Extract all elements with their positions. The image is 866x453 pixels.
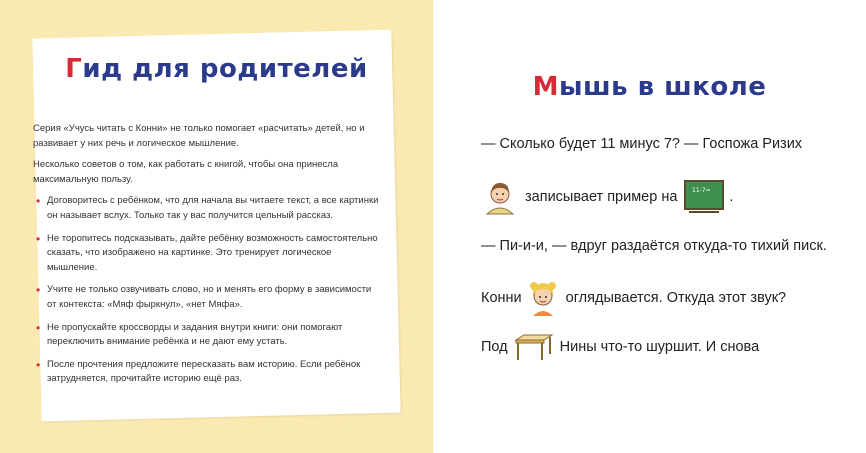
guide-title-rest: ид для родителей <box>82 54 368 84</box>
chalkboard-icon <box>683 179 725 215</box>
story-line-2-text: записывает пример на <box>525 189 678 205</box>
bullet-icon: • <box>36 283 41 298</box>
story-title <box>433 72 866 102</box>
guide-tip-text: Не пропускайте кроссворды и задания внутри книги: они помогают переключить внимание ребёнка и не дают ему устать. <box>47 321 343 348</box>
table-icon <box>514 332 554 362</box>
story-line-4-start: Конни <box>481 290 522 306</box>
story-line-5-start: Под <box>481 339 508 355</box>
story-line-1-text: — Сколько будет 11 минус 7? — Госпожа Ризих <box>481 136 803 152</box>
guide-title <box>0 54 433 84</box>
guide-tips-list <box>33 194 383 387</box>
teacher-icon <box>481 178 519 216</box>
guide-tip-text: После прочтения предложите пересказать вам историю. Если ребёнок затрудняется, прочитайте историю ещё раз. <box>47 358 361 385</box>
story-line-2-end: . <box>729 189 734 205</box>
guide-tip <box>33 358 383 387</box>
guide-body <box>33 122 383 395</box>
connie-icon <box>526 278 560 318</box>
story-line-4-text: оглядывается. Откуда этот звук? <box>565 290 787 306</box>
story-title-initial: М <box>532 72 559 102</box>
story-line-3 <box>481 238 827 254</box>
guide-tip-text: Договоритесь с ребёнком, что для начала вы читаете текст, а все картинки он называет вслух. Только так у вас получится цельный рассказ. <box>47 195 379 221</box>
story-line-3-text: — Пи-и-и, — вдруг раздаётся откуда-то тихий писк. <box>481 238 827 254</box>
chalkboard-text: 11-7= <box>692 187 712 194</box>
bullet-icon: • <box>36 231 41 246</box>
story-title-rest: ышь в школе <box>558 72 767 102</box>
guide-tip <box>33 283 383 312</box>
guide-tip <box>33 321 383 350</box>
guide-tip-text: Не торопитесь подсказывать, дайте ребёнку возможность самостоятельно сказать, что изображено на картинке. Это тренирует логическое мышление. <box>47 232 378 273</box>
right-page <box>433 0 866 453</box>
story-line-5 <box>481 332 759 362</box>
story-line-4 <box>481 278 786 318</box>
guide-intro-1: Серия «Учусь читать с Конни» не только помогает «расчитать» детей, но и развивает у них речь и логическое мышление. <box>33 123 365 149</box>
bullet-icon: • <box>36 357 41 372</box>
guide-tip <box>33 232 383 276</box>
bullet-icon: • <box>36 194 41 209</box>
guide-tip-text: Учите не только озвучивать слово, но и менять его форму в зависимости от контекста: «Мяф фыркнул», «нет Мяфа». <box>47 284 372 310</box>
story-line-5-text: Нины что-то шуршит. И снова <box>559 339 760 355</box>
guide-title-initial: Г <box>65 54 83 84</box>
guide-tip <box>33 194 383 223</box>
story-line-1 <box>481 136 802 152</box>
guide-intro-2: Несколько советов о том, как работать с книгой, чтобы она принесла максимальную пользу. <box>33 159 339 185</box>
bullet-icon: • <box>36 320 41 335</box>
story-line-2 <box>481 178 733 216</box>
